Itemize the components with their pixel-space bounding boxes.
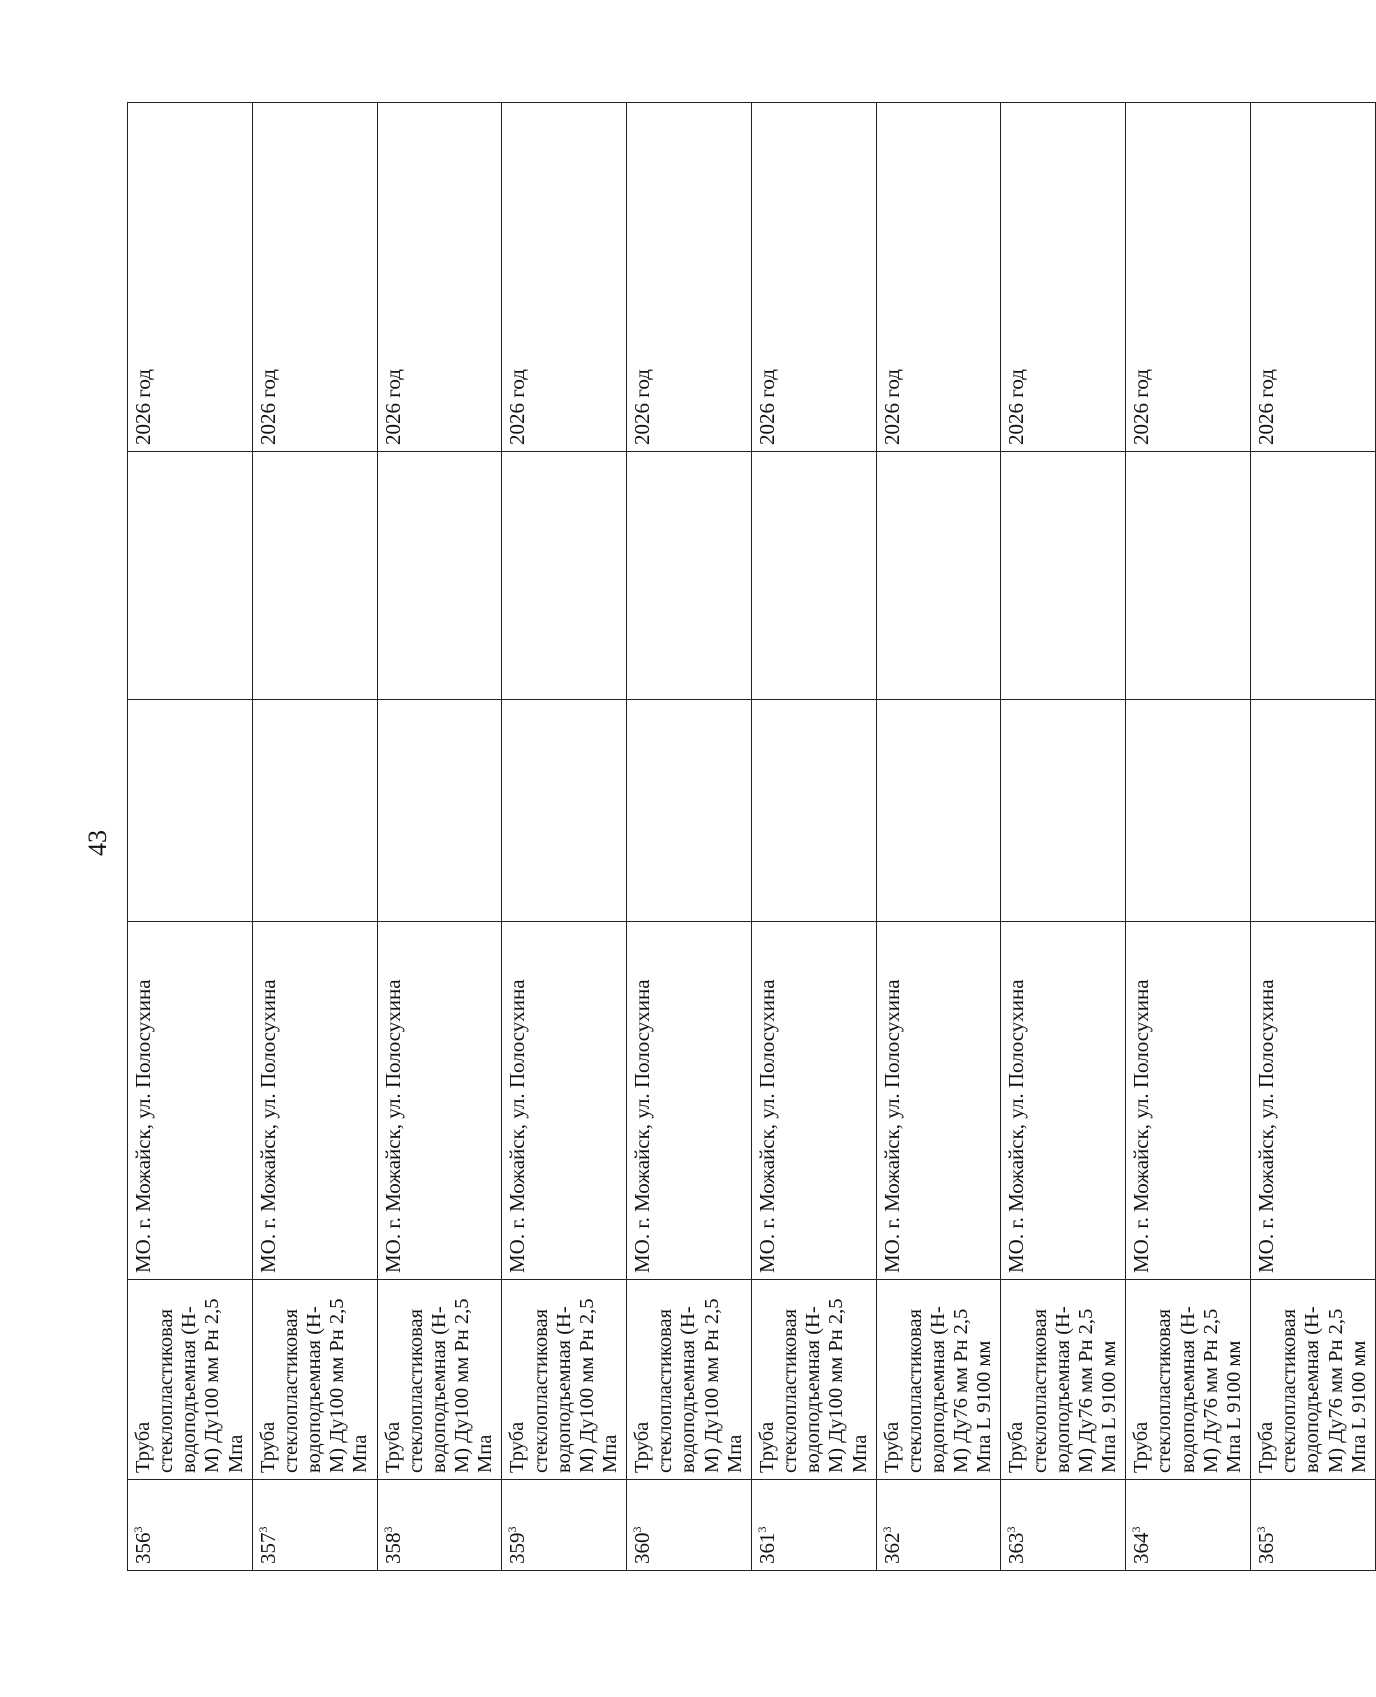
empty-cell bbox=[128, 700, 253, 922]
empty-cell bbox=[627, 452, 752, 700]
row-number-superscript: 3 bbox=[1004, 1526, 1019, 1533]
table-row bbox=[502, 103, 627, 1571]
description-cell: Труба стеклопластиковая водоподъемная (Н-М) Ду76 мм Рн 2,5 Мпа L 9100 мм bbox=[1126, 1280, 1251, 1480]
row-number-cell bbox=[1126, 1480, 1251, 1571]
empty-cell bbox=[252, 700, 377, 922]
empty-cell bbox=[377, 700, 502, 922]
address-cell: МО. г. Можайск, ул. Полосухина bbox=[1126, 922, 1251, 1280]
empty-cell bbox=[1251, 700, 1376, 922]
empty-cell bbox=[876, 452, 1001, 700]
year-cell: 2026 год bbox=[128, 103, 253, 452]
empty-cell bbox=[128, 452, 253, 700]
description-cell: Труба стеклопластиковая водоподъемная (Н-М) Ду100 мм Рн 2,5 Мпа bbox=[128, 1280, 253, 1480]
description-cell: Труба стеклопластиковая водоподъемная (Н-М) Ду100 мм Рн 2,5 Мпа bbox=[751, 1280, 876, 1480]
description-cell: Труба стеклопластиковая водоподъемная (Н-М) Ду100 мм Рн 2,5 Мпа bbox=[377, 1280, 502, 1480]
year-cell: 2026 год bbox=[627, 103, 752, 452]
empty-cell bbox=[1001, 700, 1126, 922]
empty-cell bbox=[1001, 452, 1126, 700]
year-cell: 2026 год bbox=[1126, 103, 1251, 452]
row-number-superscript: 3 bbox=[1129, 1526, 1144, 1533]
row-number-superscript: 3 bbox=[754, 1526, 769, 1533]
table-row bbox=[252, 103, 377, 1571]
row-number: 358 bbox=[380, 1532, 405, 1564]
table-row bbox=[377, 103, 502, 1571]
empty-cell bbox=[1126, 700, 1251, 922]
empty-cell bbox=[377, 452, 502, 700]
row-number-superscript: 3 bbox=[255, 1526, 270, 1533]
empty-cell bbox=[876, 700, 1001, 922]
year-cell: 2026 год bbox=[876, 103, 1001, 452]
row-number: 360 bbox=[630, 1532, 655, 1564]
year-cell: 2026 год bbox=[377, 103, 502, 452]
row-number-cell bbox=[627, 1480, 752, 1571]
address-cell: МО. г. Можайск, ул. Полосухина bbox=[627, 922, 752, 1280]
rotated-table-wrapper bbox=[127, 103, 1370, 1571]
row-number-cell bbox=[377, 1480, 502, 1571]
address-cell: МО. г. Можайск, ул. Полосухина bbox=[128, 922, 253, 1280]
year-cell: 2026 год bbox=[1001, 103, 1126, 452]
description-cell: Труба стеклопластиковая водоподъемная (Н-М) Ду100 мм Рн 2,5 Мпа bbox=[502, 1280, 627, 1480]
row-number-cell bbox=[876, 1480, 1001, 1571]
table-row bbox=[876, 103, 1001, 1571]
row-number: 362 bbox=[879, 1532, 904, 1564]
table-row bbox=[751, 103, 876, 1571]
row-number: 364 bbox=[1129, 1532, 1154, 1564]
row-number: 359 bbox=[505, 1532, 530, 1564]
year-cell: 2026 год bbox=[252, 103, 377, 452]
row-number-cell bbox=[252, 1480, 377, 1571]
row-number: 356 bbox=[131, 1532, 155, 1564]
table-row bbox=[128, 103, 253, 1571]
empty-cell bbox=[252, 452, 377, 700]
year-cell: 2026 год bbox=[502, 103, 627, 452]
year-cell: 2026 год bbox=[751, 103, 876, 452]
address-cell: МО. г. Можайск, ул. Полосухина bbox=[1001, 922, 1126, 1280]
row-number-superscript: 3 bbox=[630, 1526, 645, 1533]
description-cell: Труба стеклопластиковая водоподъемная (Н-М) Ду100 мм Рн 2,5 Мпа bbox=[627, 1280, 752, 1480]
year-cell: 2026 год bbox=[1251, 103, 1376, 452]
row-number: 363 bbox=[1004, 1532, 1029, 1564]
address-cell: МО. г. Можайск, ул. Полосухина bbox=[751, 922, 876, 1280]
description-cell: Труба стеклопластиковая водоподъемная (Н-М) Ду76 мм Рн 2,5 Мпа L 9100 мм bbox=[1001, 1280, 1126, 1480]
description-cell: Труба стеклопластиковая водоподъемная (Н-М) Ду100 мм Рн 2,5 Мпа bbox=[252, 1280, 377, 1480]
row-number-superscript: 3 bbox=[879, 1526, 894, 1533]
row-number-cell bbox=[502, 1480, 627, 1571]
row-number: 365 bbox=[1254, 1532, 1279, 1564]
table-body bbox=[128, 103, 1376, 1571]
empty-cell bbox=[627, 700, 752, 922]
address-cell: МО. г. Можайск, ул. Полосухина bbox=[1251, 922, 1376, 1280]
row-number-superscript: 3 bbox=[131, 1526, 145, 1533]
empty-cell bbox=[502, 452, 627, 700]
table-row bbox=[1001, 103, 1126, 1571]
empty-cell bbox=[1126, 452, 1251, 700]
table-row bbox=[1251, 103, 1376, 1571]
table-row bbox=[627, 103, 752, 1571]
row-number-cell bbox=[1001, 1480, 1126, 1571]
row-number-superscript: 3 bbox=[380, 1526, 395, 1533]
address-cell: МО. г. Можайск, ул. Полосухина bbox=[876, 922, 1001, 1280]
empty-cell bbox=[751, 452, 876, 700]
description-cell: Труба стеклопластиковая водоподъемная (Н-М) Ду76 мм Рн 2,5 Мпа L 9100 мм bbox=[876, 1280, 1001, 1480]
empty-cell bbox=[751, 700, 876, 922]
row-number-superscript: 3 bbox=[1254, 1526, 1269, 1533]
row-number-cell bbox=[128, 1480, 253, 1571]
row-number-cell bbox=[751, 1480, 876, 1571]
table-row bbox=[1126, 103, 1251, 1571]
address-cell: МО. г. Можайск, ул. Полосухина bbox=[252, 922, 377, 1280]
description-cell: Труба стеклопластиковая водоподъемная (Н-М) Ду76 мм Рн 2,5 Мпа L 9100 мм bbox=[1251, 1280, 1376, 1480]
empty-cell bbox=[502, 700, 627, 922]
asset-table bbox=[127, 102, 1376, 1571]
address-cell: МО. г. Можайск, ул. Полосухина bbox=[502, 922, 627, 1280]
row-number-superscript: 3 bbox=[505, 1526, 520, 1533]
row-number: 357 bbox=[255, 1532, 280, 1564]
address-cell: МО. г. Можайск, ул. Полосухина bbox=[377, 922, 502, 1280]
row-number-cell bbox=[1251, 1480, 1376, 1571]
page-number: 43 bbox=[83, 830, 112, 856]
row-number: 361 bbox=[754, 1532, 779, 1564]
empty-cell bbox=[1251, 452, 1376, 700]
